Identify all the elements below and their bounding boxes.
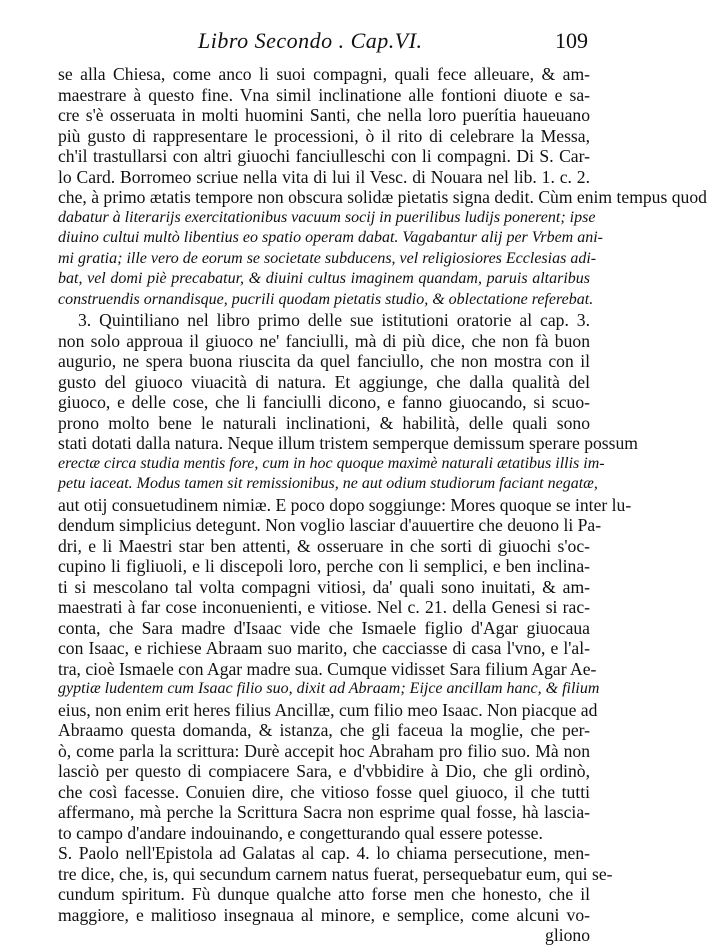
text-line: to campo d'andare indouinando, e congetturando qual essere potesse. [58,822,543,843]
text-line: cupino li figliuoli, e li discepoli loro, perche con li semplici, e ben inclina- [58,556,590,576]
text-line: affermano, mà perche la Scrittura Sacra non esprime qual fosse, hà lascia- [58,802,590,822]
page-number: 109 [555,28,588,53]
text-line: maestrare à questo fine. Vna simil inclinatione alle fontioni diuote e sa- [58,84,590,105]
text-line: gusto del giuoco viuacità di natura. Et aggiunge, che dalla qualità del [58,371,590,392]
text-line: non solo approua il giuoco ne' fanciulli, mà di più dice, che non fà buon [58,330,590,351]
page-header [58,28,618,58]
text-line: tra, cioè Ismaele con Agar madre sua. Cumque vidisset Sara filium Agar Ae- [58,658,597,679]
latin-quote-line: bat, vel domi piè precabatur, & diuini cultus imaginem quandam, paruis altaribus [58,270,590,287]
text-line: Abraamo questa domanda, & istanza, che gli faceua la moglie, che per- [58,720,590,740]
text-line: ch'il trastullarsi con altri giuochi fanciulleschi con li compagni. Di S. Car- [58,146,590,166]
text-line: cundum spiritum. Fù dunque qualche atto forse men che honesto, che il [58,884,590,904]
text-line: ti si mescolano tal volta compagni vitiosi, da' quali sono inuitati, & am- [58,576,590,597]
text-line: che così facesse. Conuien dire, che vitioso fosse quel giuoco, il che tutti [58,781,590,802]
latin-quote-line: gyptiæ ludentem cum Isaac filio suo, dixit ad Abraam; Eijce ancillam hanc, & filium [58,680,600,697]
text-line: S. Paolo nell'Epistola ad Galatas al cap. 4. lo chiama persecutione, men- [58,843,590,863]
running-title: Libro Secondo . Cap.VI. [198,28,423,53]
text-line: conta, che Sara madre d'Isaac vide che Ismaele figlio d'Agar giuocaua [58,617,590,638]
text-line: con Isaac, e richiese Abraam suo marito, che cacciasse di casa l'vno, e l'al- [58,638,590,658]
text-line: lo Card. Borromeo scriue nella vita di lui il Vesc. di Nouara nel lib. 1. c. 2. [58,166,590,187]
text-line: che, à primo ætatis tempore non obscura solidæ pietatis signa dedit. Cùm enim tempus quod [58,187,707,207]
text-line: dri, e li Maestri star ben attenti, & osseruare in che sorti di giuochi s'oc- [58,535,590,556]
text-line: prono molto bene le naturali inclinationi, & habilità, delle quali sono [58,412,590,433]
latin-quote-line: dabatur à literarijs exercitationibus vacuum socij in puerilibus ludijs ponerent; ipse [58,208,596,226]
text-line: giuoco, e delle cose, che li fanciulli dicono, e fanno giuocando, si scuo- [58,392,590,412]
text-line: lasciò per questo di compiacere Sara, e d'vbbidire à Dio, che gli ordinò, [58,761,590,781]
catchword: gliono [545,925,590,945]
latin-quote-line: erectæ circa studia mentis fore, cum in hoc quoque maximè naturali ætatibus illis im- [58,454,605,472]
paragraph-start-line: 3. Quintiliano nel libro primo delle sue istitutioni oratorie al cap. 3. [78,310,590,330]
text-line: maestrati à far cose inconuenienti, e vitiose. Nel c. 21. della Genesi si rac- [58,597,590,617]
text-line: se alla Chiesa, come anco li suoi compagni, quali fece alleuare, & am- [58,64,590,84]
text-line: aut otij consuetudinem nimiæ. E poco dopo soggiunge: Mores quoque se inter lu- [58,494,632,515]
text-line: cre s'è osseruata in molti huomini Santi, che nella loro puerítia haueuano [58,105,590,125]
text-line: stati dotati dalla natura. Neque illum tristem semperque demissum sperare possum [58,433,638,453]
text-line: ò, come parla la scrittura: Durè accepit hoc Abraham pro filio suo. Mà non [58,740,590,761]
text-line: più gusto di rappresentare le processioni, ò il rito di celebrare la Messa, [58,125,590,146]
latin-quote-line: petu iaceat. Modus tamen sit remissionibus, ne aut odium studiorum faciant negatæ, [58,475,598,492]
body-text [58,64,707,946]
latin-quote-line: construendis ornandisque, pucrili quodam pietatis studio, & oblectatione referebat. [58,290,594,308]
latin-quote-line: diuino cultui multò libentius eo spatio operam dabat. Vagabantur alij per Vrbem ani- [58,229,604,246]
text-line: eius, non enim erit heres filius Ancillæ, cum filio meo Isaac. Non piacque ad [58,699,598,720]
text-line: tre dice, che, is, qui secundum carnem natus fuerat, persequebatur eum, qui se- [58,863,613,884]
latin-quote-line: mi gratia; ille vero de eorum se societate subducens, vel religiosiores Ecclesias adi- [58,249,597,267]
text-line: maggiore, e malitioso insegnaua al minore, e semplice, come alcuni vo- [58,904,590,925]
text-line: dendum simplicius detegunt. Non voglio lasciar d'auuertire che deuono li Pa- [58,515,602,535]
text-line: augurio, ne spera buona riuscita da quel fanciullo, che non mostra con il [58,351,590,371]
